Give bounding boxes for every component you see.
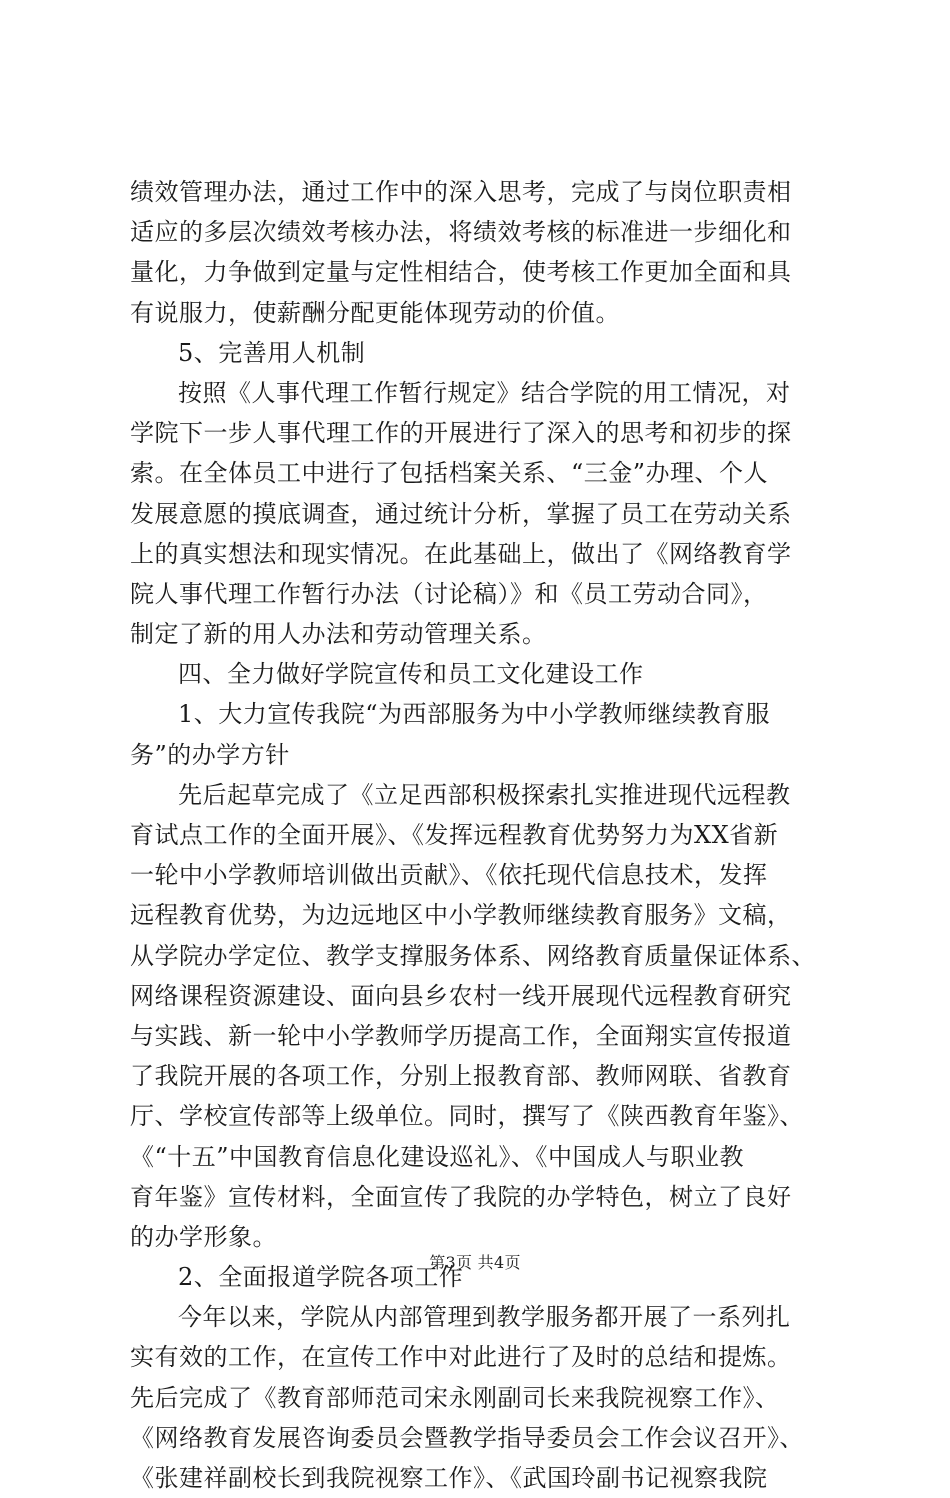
text-line: 育年鉴》宣传材料，全面宣传了我院的办学特色，树立了良好 [130, 1182, 792, 1211]
text-line: 从学院办学定位、教学支撑服务体系、网络教育质量保证体系、 [130, 941, 816, 970]
text-line: 与实践、新一轮中小学教师学历提高工作，全面翔实宣传报道 [130, 1021, 792, 1050]
text-line: 厅、学校宣传部等上级单位。同时，撰写了《陕西教育年鉴》、 [130, 1102, 804, 1131]
text-line: 《张建祥副校长到我院视察工作》、《武国玲副书记视察我院 [130, 1464, 768, 1492]
text-line: 《“十五”中国教育信息化建设巡礼》、《中国成人与职业教 [130, 1142, 745, 1171]
text-line: 2、全面报道学院各项工作 [178, 1263, 464, 1292]
text-line: 制定了新的用人办法和劳动管理关系。 [130, 620, 547, 649]
page-footer: 第3页 共4页 [429, 1253, 521, 1272]
text-line: 5、完善用人机制 [178, 338, 366, 367]
document-body [130, 172, 842, 1498]
text-line: 学院下一步人事代理工作的开展进行了深入的思考和初步的探 [130, 419, 792, 448]
text-line: 四、全力做好学院宣传和员工文化建设工作 [178, 660, 644, 689]
text-line: 上的真实想法和现实情况。在此基础上，做出了《网络教育学 [130, 539, 792, 568]
text-line: 索。在全体员工中进行了包括档案关系、“三金”办理、个人 [130, 459, 769, 488]
text-line: 先后起草完成了《立足西部积极探索扎实推进现代远程教 [178, 780, 791, 809]
text-line: 1、大力宣传我院“为西部服务为中小学教师继续教育服 [178, 700, 771, 729]
text-line: 今年以来，学院从内部管理到教学服务都开展了一系列扎 [178, 1303, 791, 1332]
text-line: 育试点工作的全面开展》、《发挥远程教育优势努力为XX省新 [130, 821, 779, 849]
text-line: 网络课程资源建设、面向县乡农村一线开展现代远程教育研究 [130, 981, 792, 1010]
text-line: 远程教育优势，为边远地区中小学教师继续教育服务》文稿， [130, 901, 792, 930]
text-line: 有说服力，使薪酬分配更能体现劳动的价值。 [130, 298, 620, 327]
text-line: 实有效的工作，在宣传工作中对此进行了及时的总结和提炼。 [130, 1343, 792, 1372]
text-line: 的办学形象。 [130, 1222, 277, 1251]
text-line: 按照《人事代理工作暂行规定》结合学院的用工情况，对 [178, 378, 791, 407]
text-line: 《网络教育发展咨询委员会暨教学指导委员会工作会议召开》、 [130, 1423, 804, 1452]
text-line: 发展意愿的摸底调查，通过统计分析，掌握了员工在劳动关系 [130, 499, 792, 528]
text-line: 先后完成了《教育部师范司宋永刚副司长来我院视察工作》、 [130, 1383, 780, 1412]
text-line: 一轮中小学教师培训做出贡献》、《依托现代信息技术，发挥 [130, 861, 768, 890]
text-line: 绩效管理办法，通过工作中的深入思考，完成了与岗位职责相 [130, 178, 792, 206]
text-line: 务”的办学方针 [130, 740, 290, 769]
text-line: 了我院开展的各项工作，分别上报教育部、教师网联、省教育 [130, 1062, 792, 1091]
text-line: 院人事代理工作暂行办法（讨论稿）》和《员工劳动合同》， [130, 579, 768, 608]
text-line: 量化，力争做到定量与定性相结合，使考核工作更加全面和具 [130, 258, 792, 287]
text-line: 适应的多层次绩效考核办法，将绩效考核的标准进一步细化和 [130, 218, 792, 247]
